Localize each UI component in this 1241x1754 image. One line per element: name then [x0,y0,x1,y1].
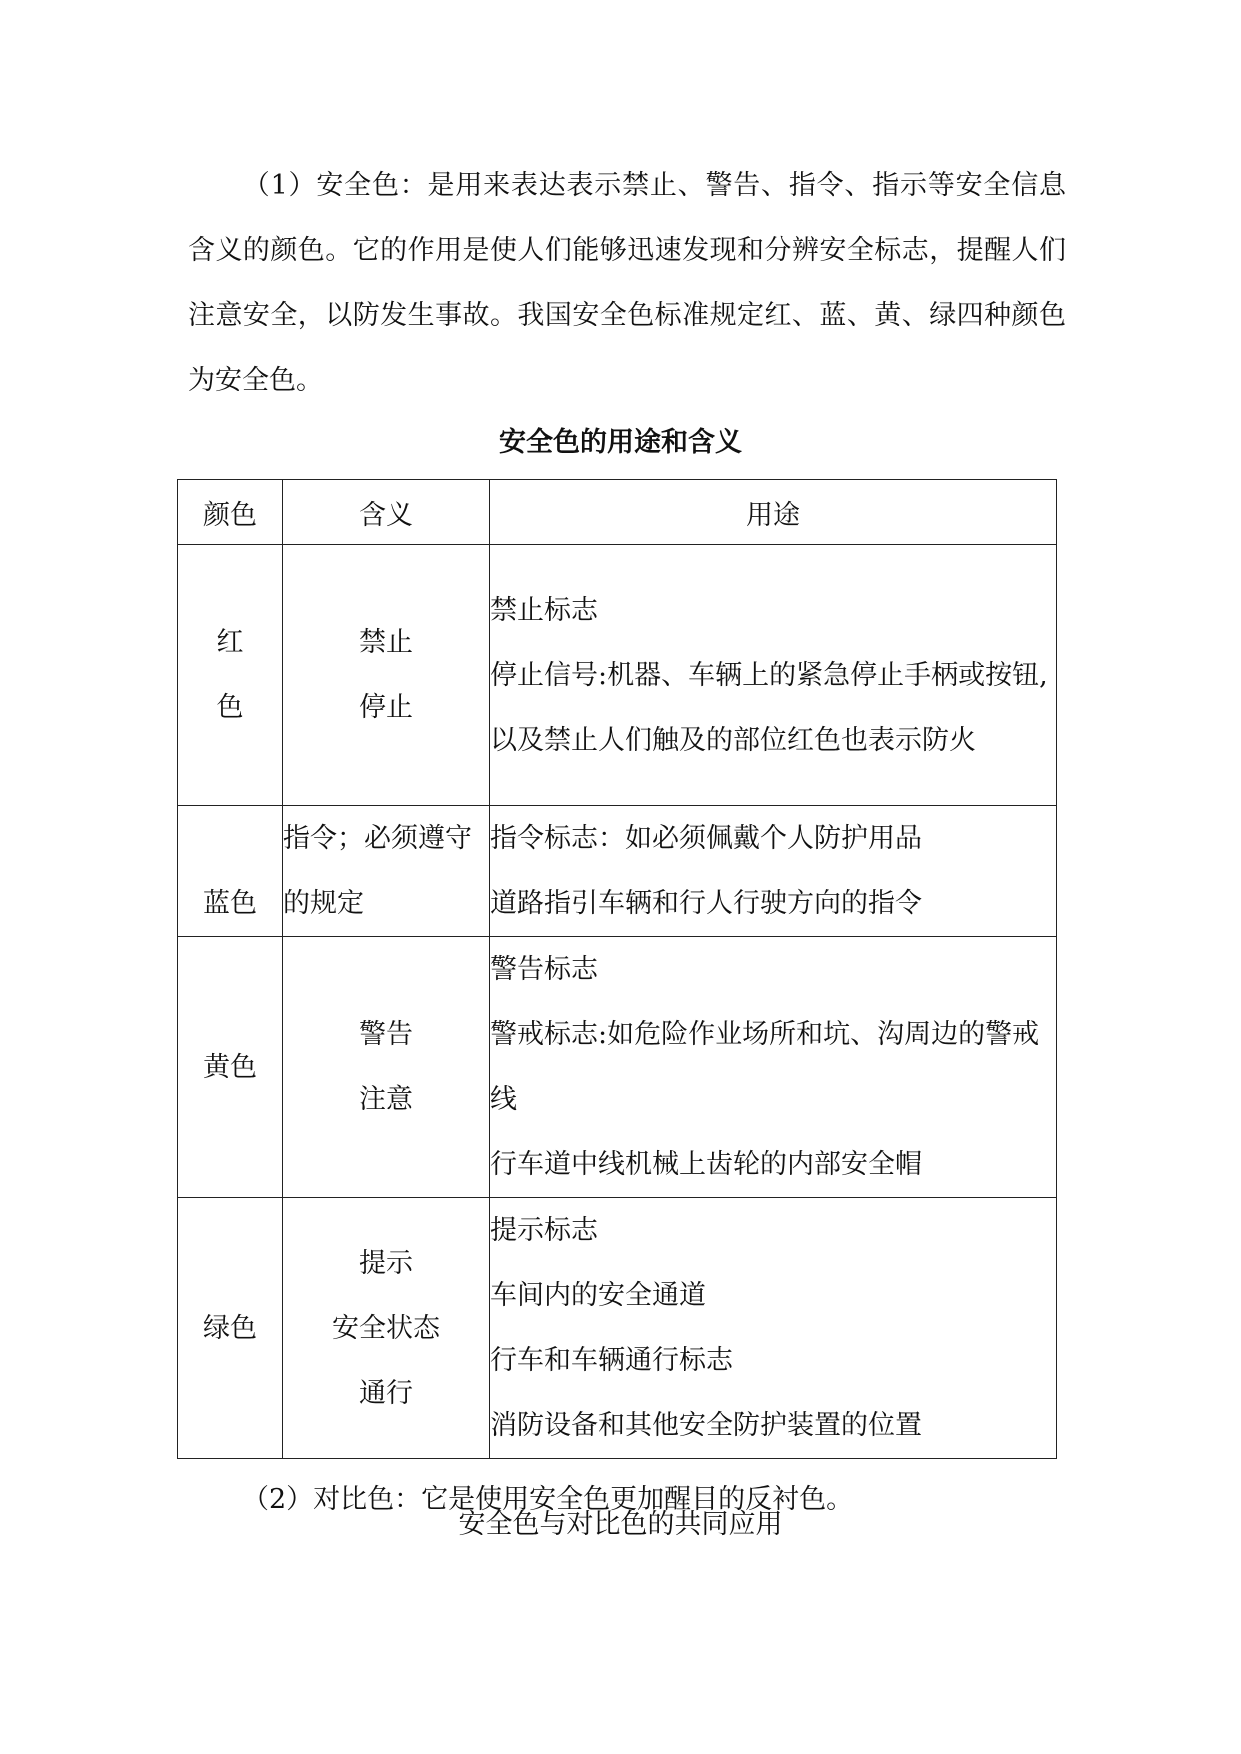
usage-cell-red [490,545,1057,806]
meaning-line: 注意 [359,1084,413,1115]
color-label: 蓝色 [203,888,257,919]
usage-cell-blue [490,806,1057,937]
usage-cell-green [490,1198,1057,1459]
header-usage: 用途 [490,480,1057,545]
color-cell-red [178,545,283,806]
meaning-cell-red [283,545,490,806]
table-title: 安全色的用途和含义 [499,427,742,458]
meaning-line: 安全状态 [332,1312,440,1344]
meaning-line: 停止 [359,692,413,723]
meaning-cell-green [283,1198,490,1459]
safety-color-table [177,479,1057,1459]
usage-cell-yellow [490,937,1057,1198]
meaning-cell-yellow [283,937,490,1198]
color-cell-green [178,1198,283,1459]
table-row-yellow [178,937,1057,1198]
usage-line: 警告标志 [490,954,598,985]
table-row-green [178,1198,1057,1459]
table-header-row [178,480,1057,545]
usage-line: 道路指引车辆和行人行驶方向的指令 [490,888,922,919]
table-row-red [178,545,1057,806]
usage-line: 停止信号:机器、车辆上的紧急停止手柄或按钮,以及禁止人们触及的部位红色也表示防火 [490,659,1048,756]
usage-line: 车间内的安全通道 [490,1280,706,1311]
meaning-cell-blue [283,806,490,937]
usage-line: 消防设备和其他安全防护装置的位置 [490,1410,922,1441]
meaning-line: 提示 [359,1247,413,1279]
color-label: 绿色 [203,1312,257,1344]
color-label: 黄色 [203,1051,257,1083]
color-label: 红色 [216,627,244,723]
meaning-line: 警告 [359,1019,413,1050]
meaning-line: 通行 [359,1377,413,1409]
color-cell-blue [178,806,283,937]
usage-line: 行车道中线机械上齿轮的内部安全帽 [490,1149,922,1180]
usage-line: 指令标志：如必须佩戴个人防护用品 [490,823,922,854]
usage-line: 行车和车辆通行标志 [490,1345,733,1376]
second-table-title: 安全色与对比色的共同应用 [458,1509,783,1540]
header-meaning: 含义 [283,480,490,545]
meaning-line: 指令；必须遵守的规定 [283,823,472,919]
usage-line: 禁止标志 [490,594,598,626]
table-row-blue [178,806,1057,937]
header-color: 颜色 [178,480,283,545]
meaning-line: 禁止 [359,627,413,658]
contrast-paragraph: （2）对比色：它是使用安全色更加醒目的反衬色。 [242,1484,854,1515]
usage-line: 提示标志 [490,1215,598,1246]
usage-line: 警戒标志:如危险作业场所和坑、沟周边的警戒线 [490,1019,1040,1115]
intro-paragraph: （1）安全色：是用来表达表示禁止、警告、指令、指示等安全信息含义的颜色。它的作用是使人们能够迅速发现和分辨安全标志，提醒人们注意安全，以防发生事故。我国安全色标准规定红、蓝、黄、绿四种颜色为安全色。 [188,170,1066,396]
color-cell-yellow [178,937,283,1198]
